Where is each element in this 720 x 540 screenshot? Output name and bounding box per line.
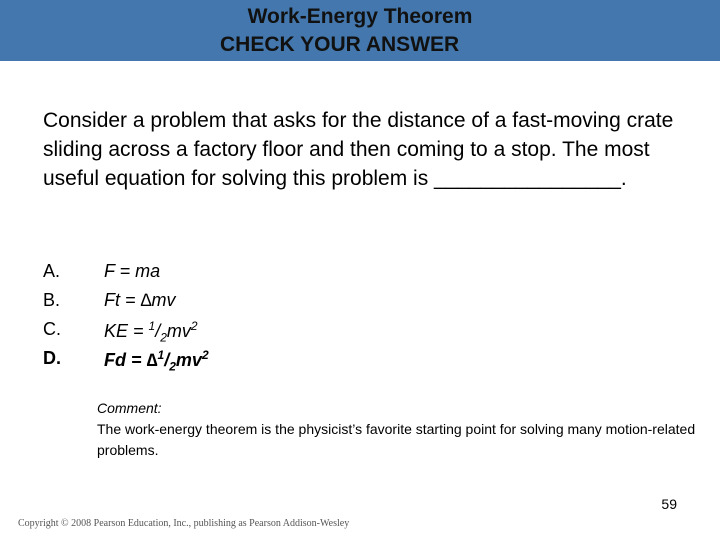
formula-prefix: Fd = ∆ [104, 350, 158, 370]
formula-denominator: 2 [169, 359, 176, 374]
formula-numerator: 1 [157, 348, 165, 362]
choice-formula [104, 348, 209, 374]
formula-body: mv [175, 350, 202, 370]
choice-d-correct [43, 348, 443, 377]
choice-b [43, 290, 443, 319]
choice-letter: A. [43, 261, 61, 281]
copyright-notice: Copyright © 2008 Pearson Education, Inc., publishing as Pearson Addison-Wesley [18, 518, 350, 529]
title-banner [0, 0, 720, 61]
question-text: Consider a problem that asks for the distance of a fast-moving crate sliding across a factory floor and then coming to a stop. The most useful equation for solving this problem is ________________. [43, 109, 674, 190]
formula-slash: / [155, 321, 161, 341]
choice-c [43, 319, 443, 348]
choice-formula [104, 319, 198, 345]
formula-denominator: 2 [160, 330, 167, 345]
choice-formula: F = ma [104, 261, 161, 281]
slide-title: Work-Energy Theorem [247, 5, 473, 28]
choice-letter: C. [43, 319, 61, 339]
choice-letter: D. [43, 348, 61, 368]
choice-a [43, 261, 443, 290]
formula-exponent: 2 [190, 319, 198, 333]
comment-box [97, 398, 697, 461]
choice-letter: B. [43, 290, 61, 310]
choice-formula: Ft = ∆mv [104, 290, 176, 310]
comment-label: Comment: [97, 400, 162, 416]
answer-choices [43, 261, 443, 377]
formula-exponent: 2 [201, 348, 209, 362]
page-number: 59 [661, 496, 677, 512]
slide-subtitle: CHECK YOUR ANSWER [220, 33, 460, 56]
comment-text: The work-energy theorem is the physicist’s favorite starting point for solving many motion-related problems. [97, 421, 696, 458]
formula-slash: / [164, 350, 170, 370]
formula-prefix: KE = [104, 321, 149, 341]
formula-body: mv [166, 321, 191, 341]
formula-numerator: 1 [148, 319, 156, 333]
